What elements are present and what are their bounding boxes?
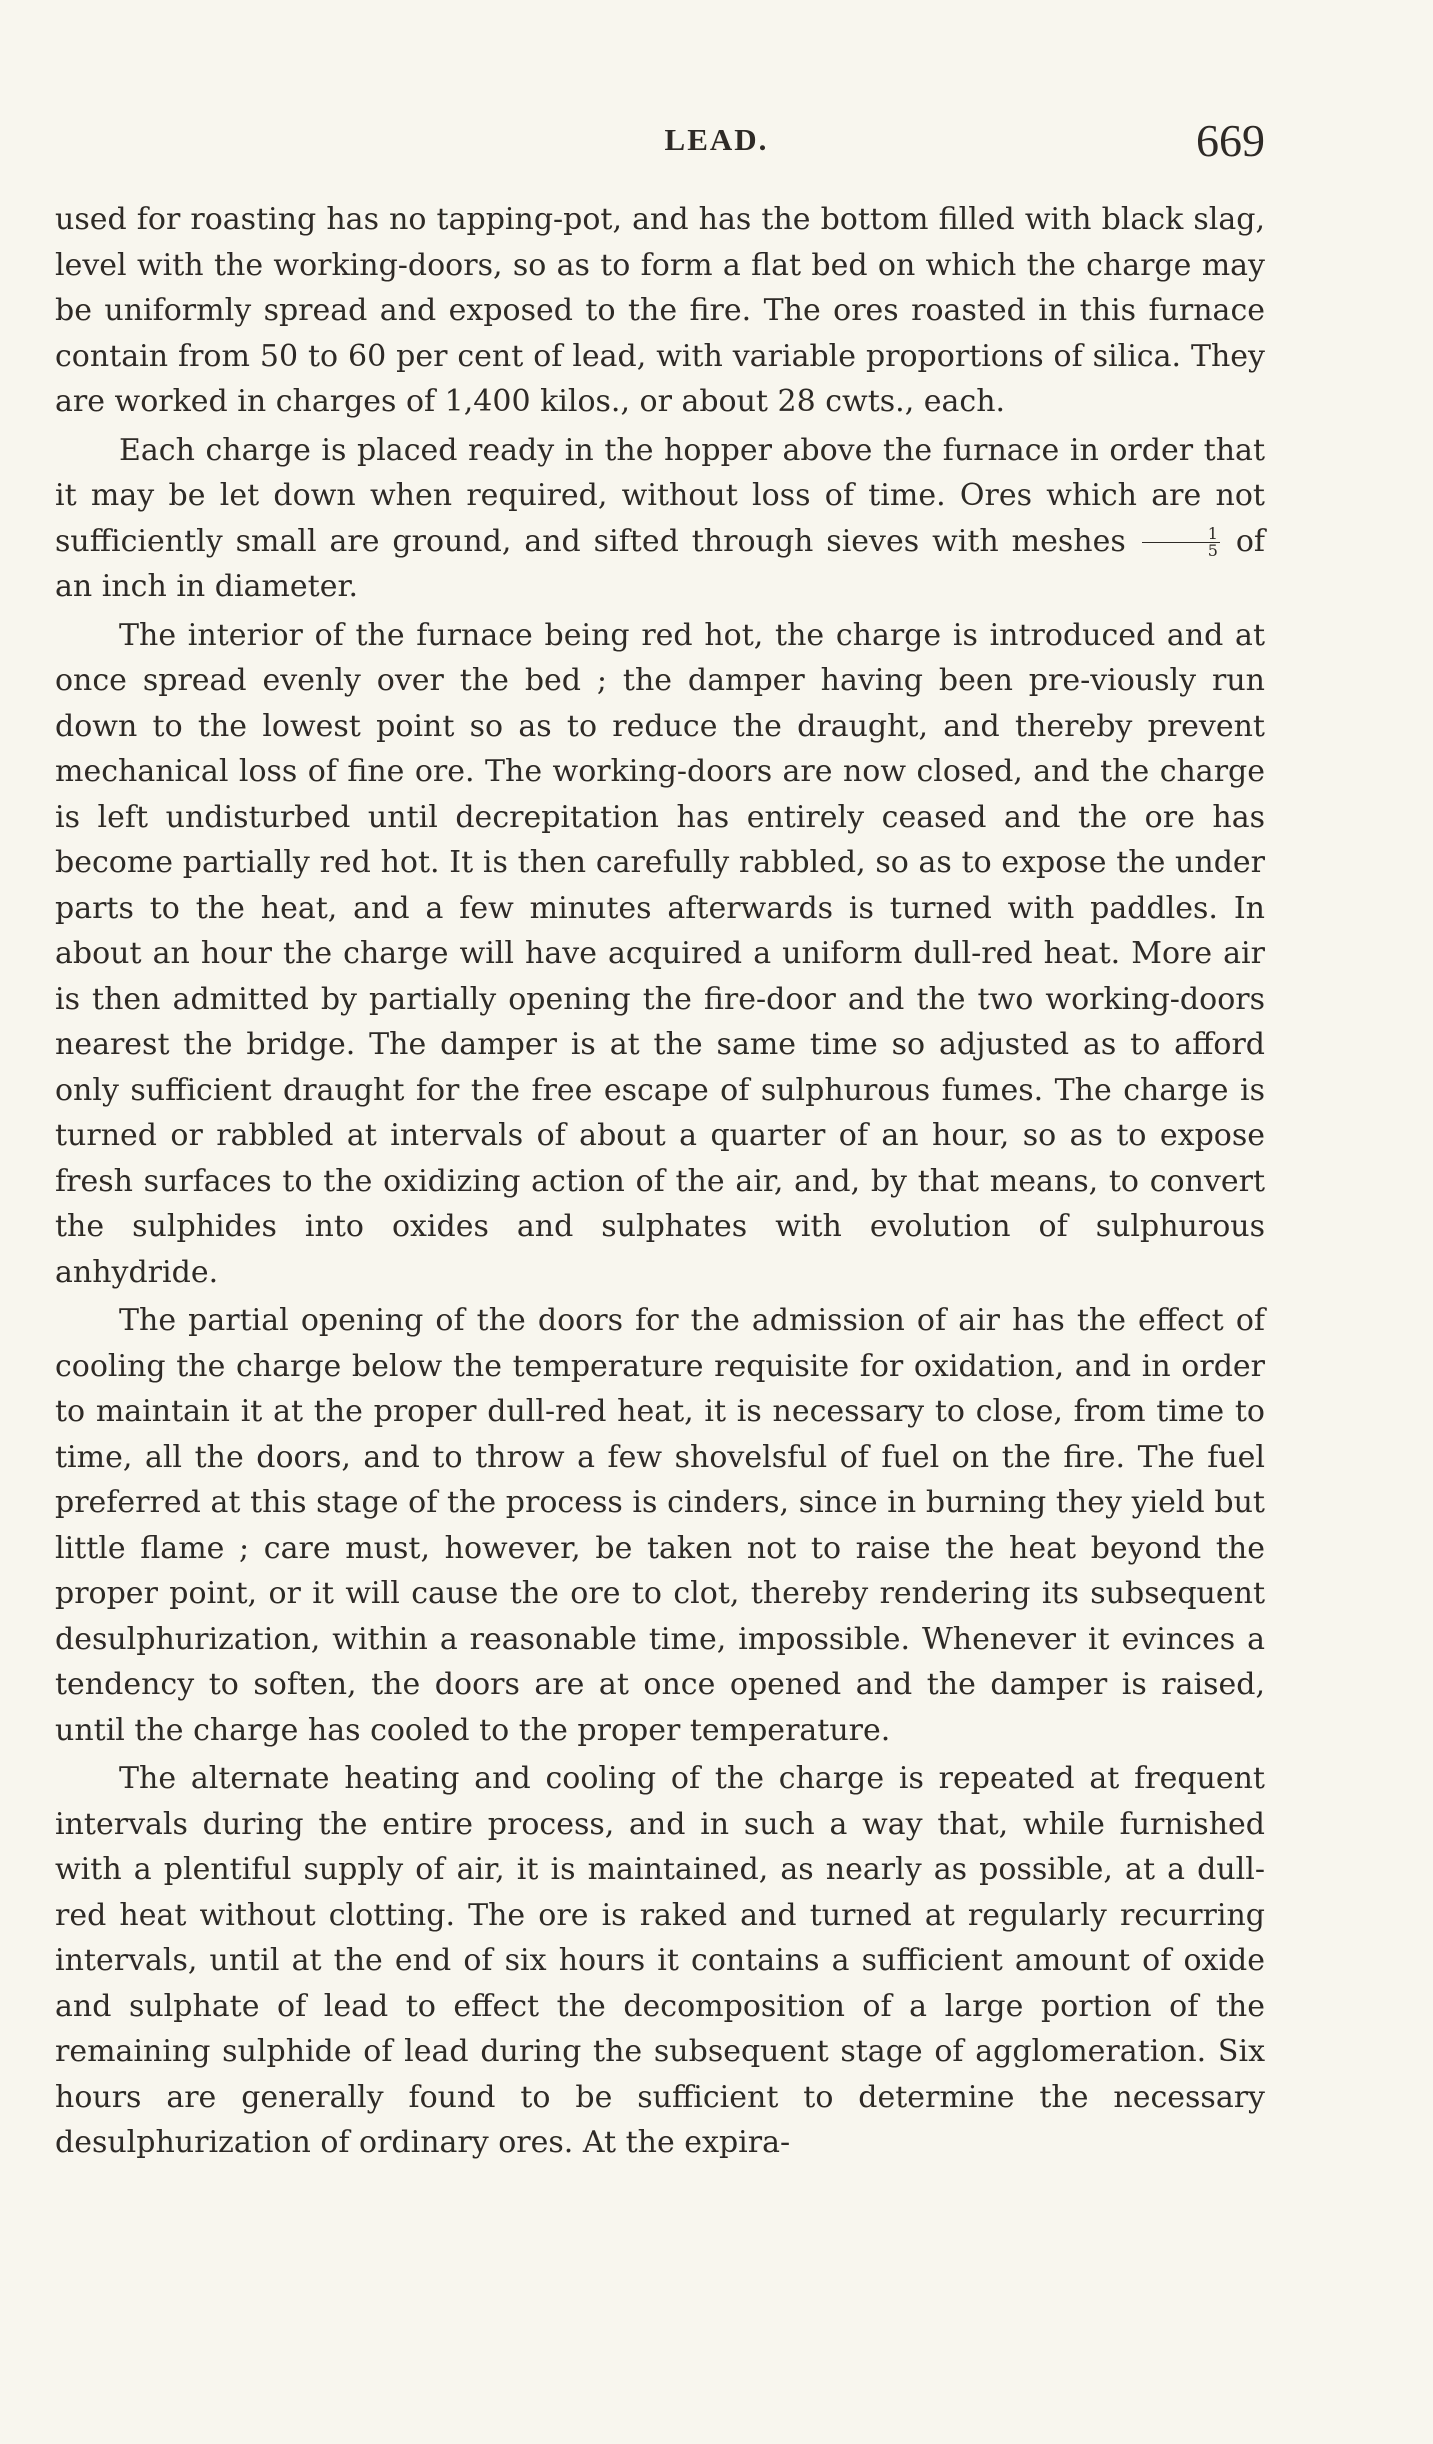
paragraph-2-text-after: of an inch in diameter.	[55, 523, 1265, 604]
paragraph-2-text-before: Each charge is placed ready in the hopper above the furnace in order that it may be let down when required, without loss of time. Ores which are not sufficiently small are ground, and sifted through sieves with meshes	[55, 432, 1265, 559]
page-header	[0, 115, 1433, 168]
paragraph-1: used for roasting has no tapping-pot, and has the bottom filled with black slag, level with the working-doors, so as to form a flat bed on which the charge may be uniformly spread and exposed to the fire. The ores roasted in this furnace contain from 50 to 60 per cent of lead, with variable proportions of silica. They are worked in charges of 1,400 kilos., or about 28 cwts., each.	[55, 202, 1265, 419]
fraction	[1142, 526, 1220, 559]
fraction-denominator: 5	[1207, 541, 1218, 560]
fraction-numerator: 1	[1142, 526, 1220, 543]
paragraph-3: The interior of the furnace being red hot, the charge is introduced and at once spread evenly over the bed ; the damper having been pre-viously run down to the lowest point so as to reduce the draught, and thereby prevent mechanical loss of fine ore. The working-doors are now closed, and the charge is left undisturbed until decrepitation has entirely ceased and the ore has become partially red hot. It is then carefully rabbled, so as to expose the under parts to the heat, and a few minutes afterwards is turned with paddles. In about an hour the charge will have acquired a uniform dull-red heat. More air is then admitted by partially opening the fire-door and the two working-doors nearest the bridge. The damper is at the same time so adjusted as to afford only sufficient draught for the free escape of sulphurous fumes. The charge is turned or rabbled at intervals of about a quarter of an hour, so as to expose fresh surfaces to the oxidizing action of the air, and, by that means, to convert the sulphides into oxides and sulphates with evolution of sulphurous anhydride.	[55, 617, 1265, 1290]
paragraph-2	[55, 428, 1265, 610]
page-number: 669	[1196, 115, 1265, 166]
body-text	[55, 197, 1265, 2169]
paragraph-5: The alternate heating and cooling of the charge is repeated at frequent intervals during the entire process, and in such a way that, while furnished with a plentiful supply of air, it is maintained, as nearly as possible, at a dull-red heat without clotting. The ore is raked and turned at regularly recurring intervals, until at the end of six hours it contains a sufficient amount of oxide and sulphate of lead to effect the decomposition of a large portion of the remaining sulphide of lead during the subsequent stage of agglomeration. Six hours are generally found to be sufficient to determine the necessary desulphurization of ordinary ores. At the expira-	[55, 1761, 1265, 2160]
running-head: LEAD.	[664, 122, 769, 157]
paragraph-4: The partial opening of the doors for the admission of air has the effect of cooling the charge below the temperature requisite for oxidation, and in order to maintain it at the proper dull-red heat, it is necessary to close, from time to time, all the doors, and to throw a few shovelsful of fuel on the fire. The fuel preferred at this stage of the process is cinders, since in burning they yield but little flame ; care must, however, be taken not to raise the heat beyond the proper point, or it will cause the ore to clot, thereby rendering its subsequent desulphurization, within a reasonable time, impossible. Whenever it evinces a tendency to soften, the doors are at once opened and the damper is raised, until the charge has cooled to the proper temperature.	[55, 1303, 1265, 1748]
